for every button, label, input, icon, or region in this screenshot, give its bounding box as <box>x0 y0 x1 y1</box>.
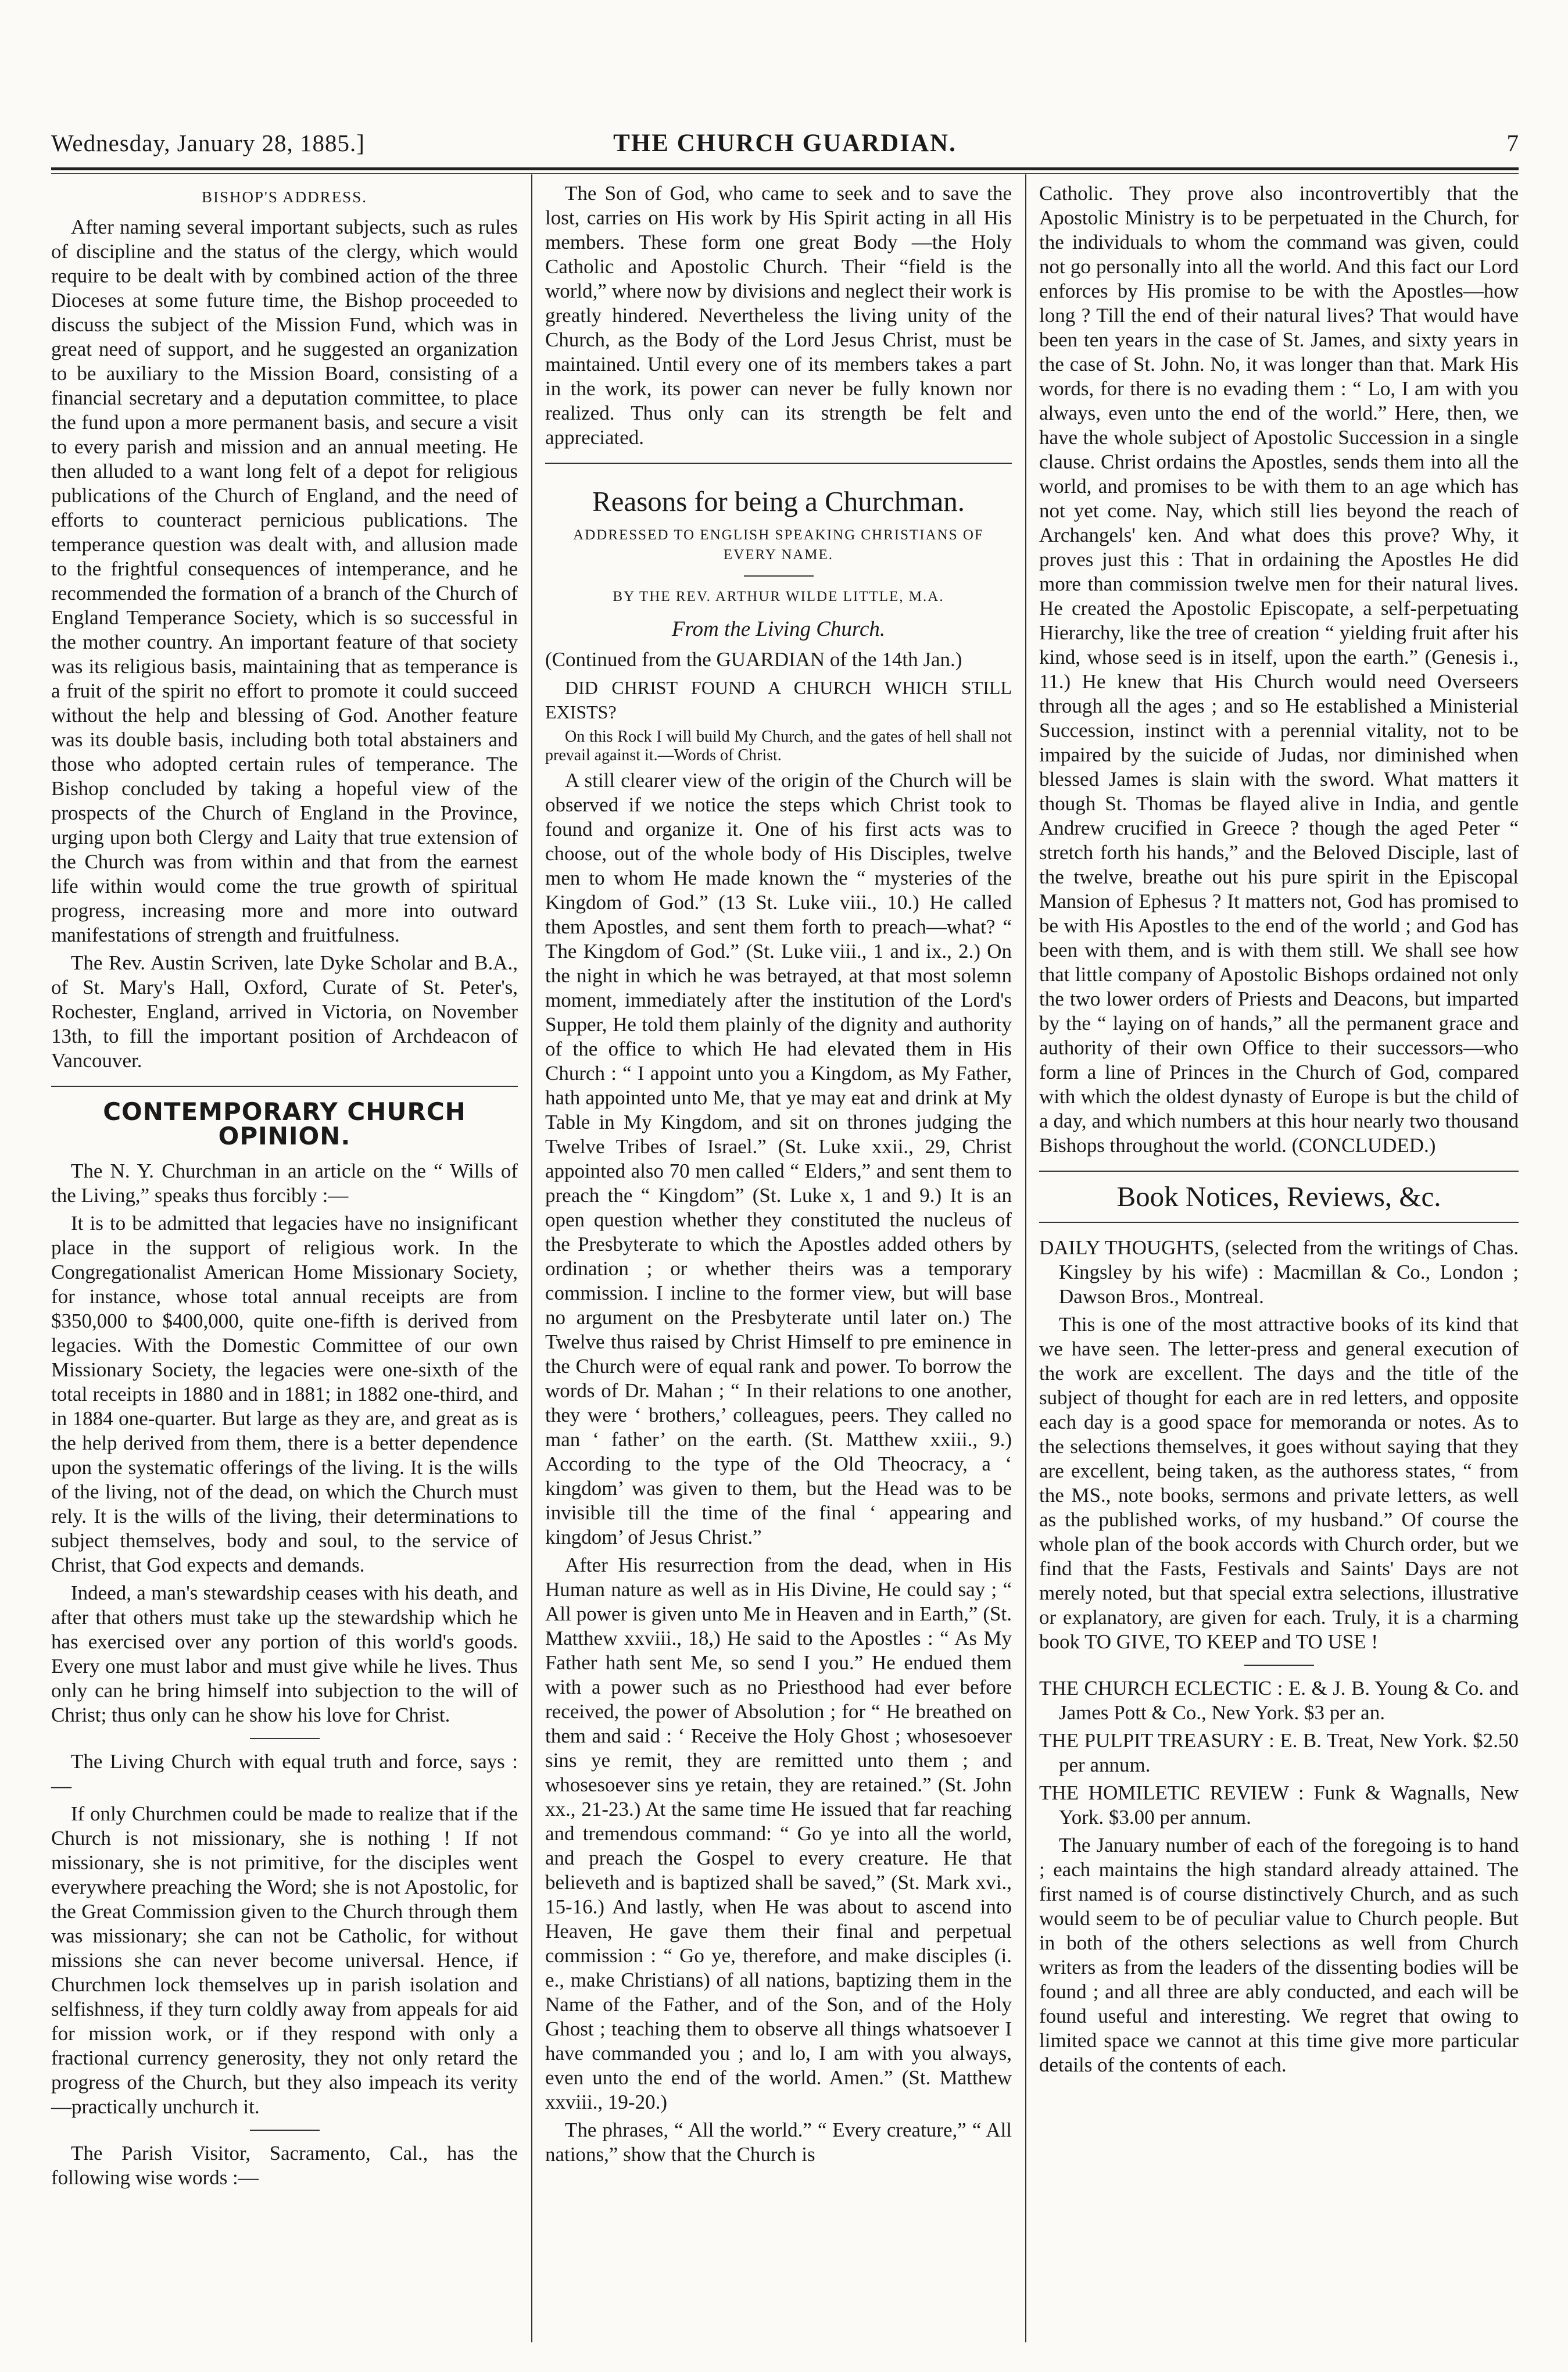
notice-entry: THE HOMILETIC REVIEW : Funk & Wagnalls, New York. $3.00 per annum. <box>1039 1781 1519 1829</box>
paragraph: After naming several important subjects, such as rules of discipline and the status of the clergy, which would require to be dealt with by combined action of the three Dioceses at some future time, the Bishop proceeded to discuss the subject of the Mission Fund, which was in great need of support, and he suggested an organization to be auxiliary to the Mission Board, consisting of a financial secretary and a deputation committee, to place the fund upon a more permanent basis, and secure a visit to every parish and mission and an annual meeting. He then alluded to a want long felt of a depot for religious publications of the Church of England, and the need of efforts to counteract pernicious publications. The temperance question was dealt with, and allusion made to the frightful consequences of intemperance, and he recommended the formation of a branch of the Church of England Temperance Society, which is so successful in the mother country. An important feature of that society was its religious basis, maintaining that as temperance is a fruit of the spirit no effort to promote it could succeed without the help and blessing of God. Another feature was its double basis, including both total abstainers and those who adopted certain rules of temperance. The Bishop concluded by taking a hopeful view of the prospects of the Church of England in the Province, urging upon both Clergy and Laity that true extension of the Church was from within and that from the earnest life within would come the true growth of spiritual progress, increasing more and more into outward manifestations of strength and fruitfulness. <box>51 216 518 946</box>
subheading-question: DID CHRIST FOUND A CHURCH WHICH STILL EXISTS? <box>545 677 1012 722</box>
newspaper-title: THE CHURCH GUARDIAN. <box>613 130 957 157</box>
contemporary-opinion-heading: CONTEMPORARY CHURCH OPINION. <box>103 1097 466 1150</box>
paragraph: The January number of each of the foregoing is to hand ; each maintains the high standard already attained. The first named is of course distinctively Church, and as such would seem to be of peculiar value to Church people. But in both of the others selections as well from Church writers as from the leaders of the dissenting bodies will be found ; and all three are ably conducted, and each will be found useful and interesting. We regret that owing to limited space we cannot at this time give more particular details of the contents of each. <box>1039 1834 1519 2076</box>
paragraph: After His resurrection from the dead, when in His Human nature as well as in His Divine, He could say ; “ All power is given unto Me in Heaven and in Earth,” (St. Matthew xxviii., 18,) He said to the Apostles : “ As My Father hath sent Me, so send I you.” He endued them with a power such as no Priesthood had ever before received, the power of Absolution ; for “ He breathed on them and said : ‘ Receive the Holy Ghost ; whosesoever sins ye remit, they are remitted unto them ; and whosesoever sins ye retain, they are retained.” (St. John xx., 21-23.) At the same time He issued that far reaching and tremendous command: “ Go ye into all the world, and preach the Gospel to every creature. He that believeth and is baptized shall be saved,” (St. Mark xvi., 15-16.) And lastly, when He was about to ascend into Heaven, He gave them their final and perpetual commission : “ Go ye, therefore, and make disciples (i. e., make Christians) of all nations, baptizing them in the Name of the Father, and of the Son, and of the Holy Ghost ; teaching them to observe all things whatsoever I have commanded you ; and lo, I am with you always, even unto the end of the world. Amen.” (St. Matthew xxviii., 19-20.) <box>545 1554 1012 2113</box>
paragraph: The Rev. Austin Scriven, late Dyke Scholar and B.A., of St. Mary's Hall, Oxford, Curate of St. Peter's, Rochester, England, arrived in Victoria, on November 13th, to fill the important position of Archdeacon of Vancouver. <box>51 951 518 1072</box>
section-rule <box>1039 1222 1519 1223</box>
addressed-line: ADDRESSED TO ENGLISH SPEAKING CHRISTIANS OF EVERY NAME. <box>573 527 984 563</box>
masthead-rule <box>51 167 1519 170</box>
section-rule <box>545 463 1012 464</box>
column-divider-2 <box>1025 174 1026 2342</box>
paragraph: The Son of God, who came to seek and to save the lost, carries on His work by His Spirit acting in all His members. These form one great Body —the Holy Catholic and Apostolic Church. Their “field is the world,” where now by divisions and neglect their work is greatly hindered. Nevertheless the living unity of the Church, as the Body of the Lord Jesus Christ, must be maintained. Until every one of its members takes a part in the work, its power can never be fully known nor realized. Thus only can its strength be felt and appreciated. <box>545 182 1012 449</box>
page-number: 7 <box>1506 130 1519 156</box>
paragraph: Indeed, a man's stewardship ceases with his death, and after that others must take up the stewardship which he has exercised over any portion of this world's goods. Every one must labor and must give while he lives. Thus only can he bring himself into subjection to the will of Christ; thus only can he show his love for Christ. <box>51 1582 518 1726</box>
masthead <box>51 129 1519 162</box>
paragraph: It is to be admitted that legacies have no insignificant place in the support of religious work. In the Congregationalist American Home Missionary Society, for instance, whose total annual receipts are from $350,000 to $400,000, quite one-fifth is derived from legacies. With the Domestic Committee of our own Missionary Society, the legacies were one-sixth of the total receipts in 1880 and in 1881; in 1882 one-third, and in 1884 one-quarter. But large as they are, and great as is the help derived from them, there is a better dependence upon the systematic offerings of the living. It is the wills of the living, not of the dead, on which the Church must rely. It is the wills of the living, their determinations to subject themselves, body and soul, to the service of Christ, that God expects and demands. <box>51 1212 518 1576</box>
column-3 <box>1039 181 1519 2081</box>
paragraph: Catholic. They prove also incontrovertibly that the Apostolic Ministry is to be perpetuated in the Church, for the individuals to whom the command was given, could not go personally into all the world. And this fact our Lord enforces by His promise to be with the Apostles—how long ? Till the end of their natural lives? That would have been ten years in the case of St. James, and sixty years in the case of St. John. No, it was longer than that. Mark His words, for there is no evading them : “ Lo, I am with you always, even unto the end of the world.” Here, then, we have the whole subject of Apostolic Succession in a single clause. Christ ordains the Apostles, sends them into all the world, and promises to be with them to an age which has not yet come. Nay, which still lies beyond the reach of Archangels' ken. And what does this prove? Why, it proves just this : That in ordaining the Apostles He did more than commission twelve men for their natural lives. He created the Apostolic Episcopate, a self-perpetuating Hierarchy, like the tree of creation “ yielding fruit after his kind, whose seed is in itself, upon the earth.” (Genesis i., 11.) He knew that His Church would need Overseers through all the ages ; and so He established a Ministerial Succession, instinct with a perennial vitality, not to be impaired by the suicide of Judas, nor diminished when blessed James is slain with the sword. What matters it though St. Thomas be flayed alive in India, and gentle Andrew crucified in Greece ? though the aged Peter “ stretch forth his hands,” and the Beloved Disciple, last of the twelve, breathe out his pure spirit in the Episcopal Mansion of Ephesus ? It matters not, God has promised to be with His Apostles to the end of the world ; and God has been with them, and is with them still. We shall see how that little company of Apostolic Bishops ordained not only the two lower orders of Priests and Deacons, but imparted by the “ laying on of hands,” all the permanent grace and authority of their own Office to their successors—who form a line of Princes in the Church of God, compared with which the oldest dynasty of Europe is but the child of a day, and which numbers at this hour nearly two thousand Bishops throughout the world. (CONCLUDED.) <box>1039 182 1519 1157</box>
short-divider <box>744 575 814 577</box>
paragraph: The Parish Visitor, Sacramento, Cal., has the following wise words :— <box>51 2142 518 2189</box>
short-divider <box>250 2130 320 2131</box>
section-rule <box>51 1086 518 1087</box>
paragraph: The phrases, “ All the world.” “ Every creature,” “ All nations,” show that the Church is <box>545 2119 1012 2166</box>
short-divider <box>1244 1665 1314 1666</box>
book-notices-heading: Book Notices, Reviews, &c. <box>1116 1180 1441 1212</box>
source-line: From the Living Church. <box>671 617 886 641</box>
notice-entry: THE PULPIT TREASURY : E. B. Treat, New York. $2.50 per annum. <box>1039 1729 1519 1776</box>
paragraph: If only Churchmen could be made to realize that if the Church is not missionary, she is nothing ! If not missionary, she is not primitive, for the disciples went everywhere preaching the Word; she is not Apostolic, for the Great Commission given to the Church through them was missionary; she can not be Catholic, for without missions she can never become universal. Hence, if Churchmen lock themselves up in parish isolation and selfishness, if they turn coldly away from appeals for aid for mission work, or if they respond with only a fractional currency generosity, they not only retard the progress of the Church, but they also impeach its verity—practically unchurch it. <box>51 1802 518 2118</box>
bishops-address-heading: BISHOP'S ADDRESS. <box>202 188 367 206</box>
masthead-rule-thin <box>51 173 1519 174</box>
continued-line: (Continued from the GUARDIAN of the 14th Jan.) <box>545 648 962 671</box>
notice-entry: THE CHURCH ECLECTIC : E. & J. B. Young & Co. and James Pott & Co., New York. $3 per an. <box>1039 1677 1519 1724</box>
column-1 <box>51 181 518 2194</box>
reasons-heading: Reasons for being a Churchman. <box>592 485 965 517</box>
epigraph: On this Rock I will build My Church, and the gates of hell shall not prevail against it.—Words of Christ. <box>545 728 1012 764</box>
issue-date: Wednesday, January 28, 1885.] <box>51 130 365 156</box>
column-2 <box>545 181 1012 2170</box>
paragraph: The Living Church with equal truth and force, says :— <box>51 1750 518 1797</box>
notice-entry: DAILY THOUGHTS, (selected from the writings of Chas. Kingsley by his wife) : Macmillan & Co., London ; Dawson Bros., Montreal. <box>1039 1236 1519 1308</box>
paragraph: A still clearer view of the origin of the Church will be observed if we notice the steps which Christ took to found and organize it. One of his first acts was to choose, out of the whole body of His Disciples, twelve men to whom He made known the “ mysteries of the Kingdom of God.” (13 St. Luke viii., 10.) He called them Apostles, and sent them forth to preach—what? “ The Kingdom of God.” (St. Luke viii., 1 and ix., 2.) On the night in which he was betrayed, at that most solemn moment, immediately after the institution of the Lord's Supper, He told them plainly of the dignity and authority of the office to which He had elevated them in His Church : “ I appoint unto you a Kingdom, as My Father, hath appointed unto Me, that ye may eat and drink at My Table in My Kingdom, and sit on thrones judging the Twelve Tribes of Israel.” (St. Luke xxii., 29, Christ appointed also 70 men called “ Elders,” and sent them to preach the “ Kingdom” (St. Luke x, 1 and 9.) It is an open question whether they constituted the nucleus of the Presbyterate to which the Apostles added others by ordination ; or whether theirs was a temporary commission. I incline to the former view, but will base no argument on the Presbyterate until later on.) The Twelve thus raised by Christ Himself to pre eminence in the Church were of equal rank and power. To borrow the words of Dr. Mahan ; “ In their relations to one another, they were ‘ brothers,’ colleagues, peers. They called no man ‘ father’ on the earth. (St. Matthew xxiii., 9.) According to the type of the Old Theocracy, a ‘ kingdom’ was given to them, but the Head was to be invisible till the time of the final ‘ appearing and kingdom’ of Jesus Christ.” <box>545 769 1012 1548</box>
byline: BY THE REV. ARTHUR WILDE LITTLE, M.A. <box>613 589 944 604</box>
paragraph: The N. Y. Churchman in an article on the “ Wills of the Living,” speaks thus forcibly :— <box>51 1160 518 1207</box>
column-divider-1 <box>531 174 532 2342</box>
section-rule <box>1039 1171 1519 1172</box>
short-divider <box>250 1738 320 1739</box>
paragraph: This is one of the most attractive books of its kind that we have seen. The letter-press and general execution of the work are excellent. The days and the title of the subject of thought for each are in red letters, and opposite each day is a good space for memoranda or notes. As to the selections themselves, it goes without saying that they are excellent, being taken, as the authoress states, “ from the MS., note books, sermons and private letters, as well as the published works, of my husband.” Of course the whole plan of the book accords with Church order, but we find that the Fasts, Festivals and Saints' Days are not merely noted, but that special extra selections, illustrative or explanatory, are given for each. Truly, it is a charming book TO GIVE, TO KEEP and TO USE ! <box>1039 1313 1519 1653</box>
